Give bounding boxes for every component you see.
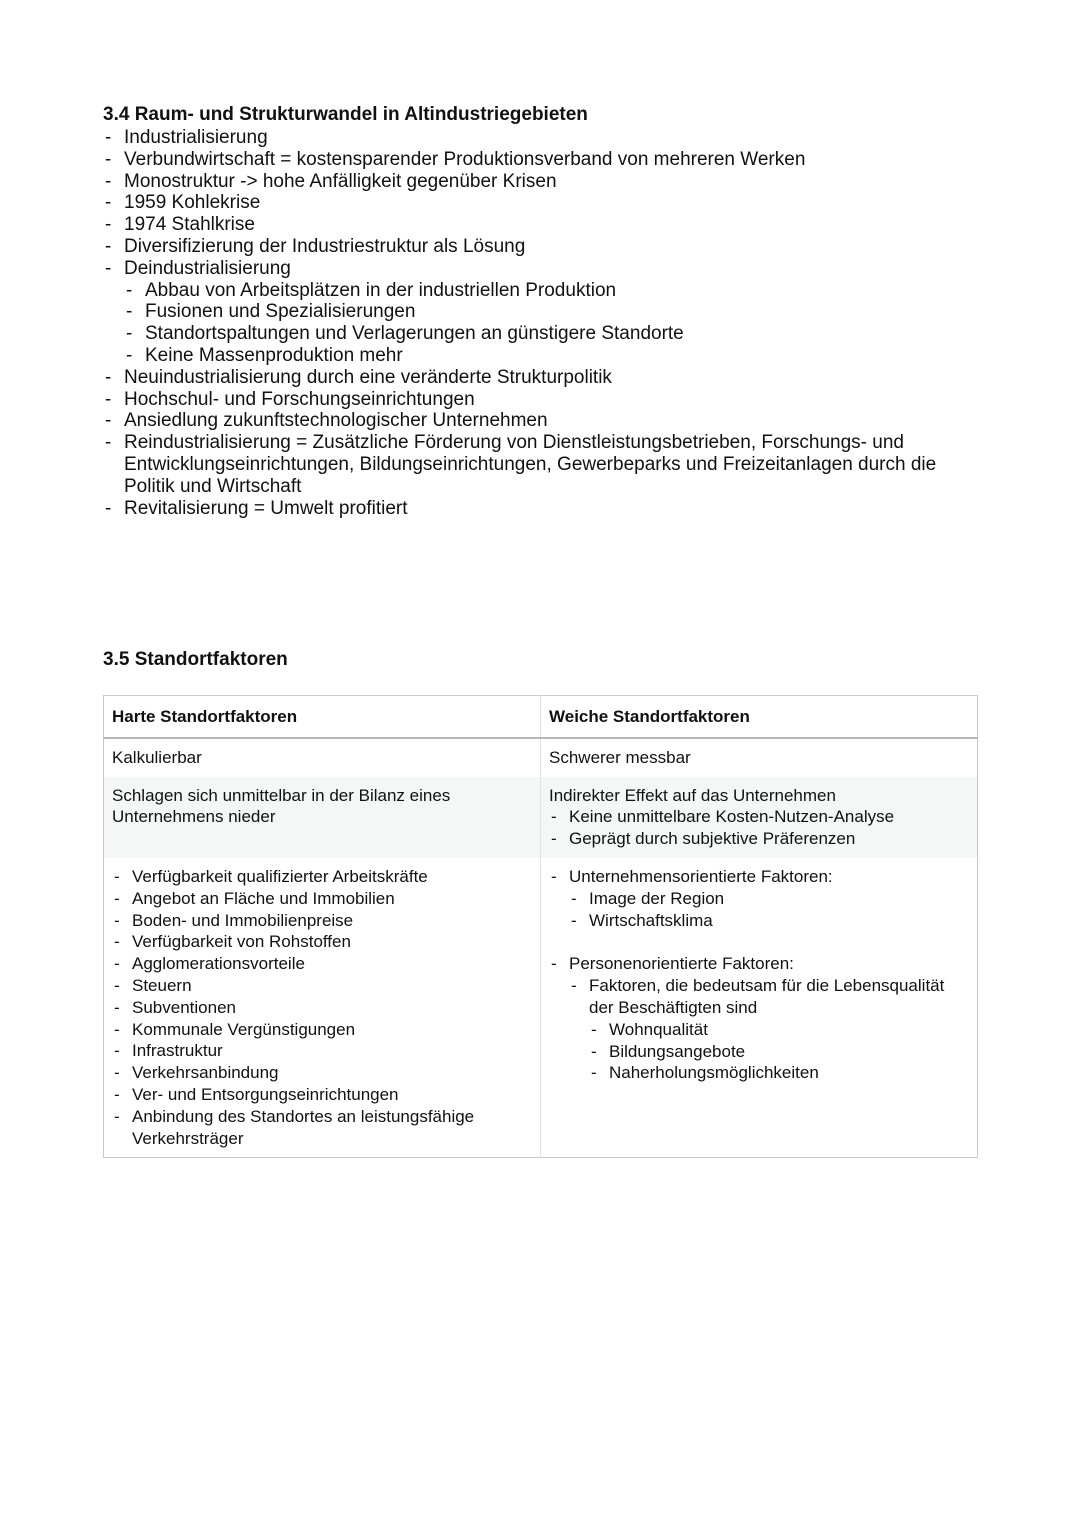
column-header-hard: Harte Standortfaktoren [104, 696, 541, 738]
list-item: - Reindustrialisierung = Zusätzliche Förderung von Dienstleistungsbetrieben, Forschungs- und Entwicklungseinrichtungen, Bildungseinrichtungen, Gewerbeparks und Freizeitanlagen durch die Politik und Wirtschaft [103, 432, 978, 497]
table-row [104, 858, 978, 1158]
list-item: - Angebot an Fläche und Immobilien [112, 888, 532, 910]
list-item: - Industrialisierung [103, 127, 978, 149]
list-item: - Steuern [112, 975, 532, 997]
sub-list-item-label: Faktoren, die bedeutsam für die Lebensqualität der Beschäftigten sind [589, 976, 945, 1017]
sub-sub-list-item: - Naherholungsmöglichkeiten [589, 1062, 969, 1084]
sub-list-item: - Keine Massenproduktion mehr [124, 345, 978, 367]
list-item: - Geprägt durch subjektive Präferenzen [549, 828, 969, 850]
list-item: - 1959 Kohlekrise [103, 192, 978, 214]
sub-list-item: - Abbau von Arbeitsplätzen in der industriellen Produktion [124, 280, 978, 302]
list-item: - Monostruktur -> hohe Anfälligkeit gegenüber Krisen [103, 171, 978, 193]
list-neuindustrialisation [103, 367, 978, 520]
list-item: - Revitalisierung = Umwelt profitiert [103, 498, 978, 520]
list-item: - Neuindustrialisierung durch eine veränderte Strukturpolitik [103, 367, 978, 389]
soft-factors-person-list [549, 953, 969, 1084]
sub-list-item [569, 975, 969, 1084]
list-item: - Infrastruktur [112, 1040, 532, 1062]
list-item: - Verfügbarkeit qualifizierter Arbeitskräfte [112, 866, 532, 888]
hard-factors-list [112, 866, 532, 1149]
list-diversification [103, 236, 978, 258]
sub-list [569, 975, 969, 1084]
sub-list-item: - Wirtschaftsklima [569, 910, 969, 932]
list-item: - Diversifizierung der Industriestruktur als Lösung [103, 236, 978, 258]
list-item-label: Personenorientierte Faktoren: [569, 954, 794, 974]
cell-text: Indirekter Effekt auf das Unternehmen [549, 785, 836, 805]
table-cell: Kalkulierbar [112, 747, 202, 767]
list-item: - Kommunale Vergünstigungen [112, 1019, 532, 1041]
table-cell [541, 777, 978, 858]
table-cell [104, 858, 541, 1158]
list-item-label: Deindustrialisierung [124, 257, 291, 279]
list-item: - Hochschul- und Forschungseinrichtungen [103, 389, 978, 411]
list-item: - Ver- und Entsorgungseinrichtungen [112, 1084, 532, 1106]
table-row [104, 777, 978, 858]
section-34-title: 3.4 Raum- und Strukturwandel in Altindustriegebieten [103, 104, 588, 125]
cell-list [549, 806, 969, 850]
sub-sub-list-item: - Bildungsangebote [589, 1041, 969, 1063]
list-item: - 1974 Stahlkrise [103, 214, 978, 236]
sub-list-item: - Image der Region [569, 888, 969, 910]
table-row [104, 738, 978, 777]
sub-list-item: - Standortspaltungen und Verlagerungen an günstigere Standorte [124, 323, 978, 345]
list-item: - Verkehrsanbindung [112, 1062, 532, 1084]
table-cell: Schlagen sich unmittelbar in der Bilanz eines Unternehmens nieder [104, 777, 541, 858]
list-item: - Agglomerationsvorteile [112, 953, 532, 975]
sub-list-item: - Fusionen und Spezialisierungen [124, 301, 978, 323]
table-header-row [104, 696, 978, 738]
section-35-title: 3.5 Standortfaktoren [103, 649, 288, 670]
sub-sub-list [589, 1019, 969, 1084]
sub-list [124, 280, 978, 367]
list-item [549, 953, 969, 1084]
list-item: - Subventionen [112, 997, 532, 1019]
list-item: - Boden- und Immobilienpreise [112, 910, 532, 932]
list-industrialisation [103, 127, 978, 236]
table-cell [541, 858, 978, 1158]
sub-sub-list-item: - Wohnqualität [589, 1019, 969, 1041]
list-item [549, 866, 969, 931]
list-item-label: Unternehmensorientierte Faktoren: [569, 866, 833, 886]
list-item: - Verfügbarkeit von Rohstoffen [112, 931, 532, 953]
document-page [103, 103, 978, 1148]
standortfaktoren-table [103, 695, 978, 1158]
list-item: - Verbundwirtschaft = kostensparender Produktionsverband von mehreren Werken [103, 149, 978, 171]
soft-factors-company-list [549, 866, 969, 931]
list-deindustrialisation [103, 258, 978, 367]
sub-list [569, 888, 969, 932]
list-item: - Keine unmittelbare Kosten-Nutzen-Analyse [549, 806, 969, 828]
table-cell: Schwerer messbar [541, 738, 978, 777]
list-item [103, 258, 978, 367]
list-item: - Anbindung des Standortes an leistungsfähige Verkehrsträger [112, 1106, 532, 1150]
column-header-soft: Weiche Standortfaktoren [541, 696, 978, 738]
list-item: - Ansiedlung zukunftstechnologischer Unternehmen [103, 410, 978, 432]
